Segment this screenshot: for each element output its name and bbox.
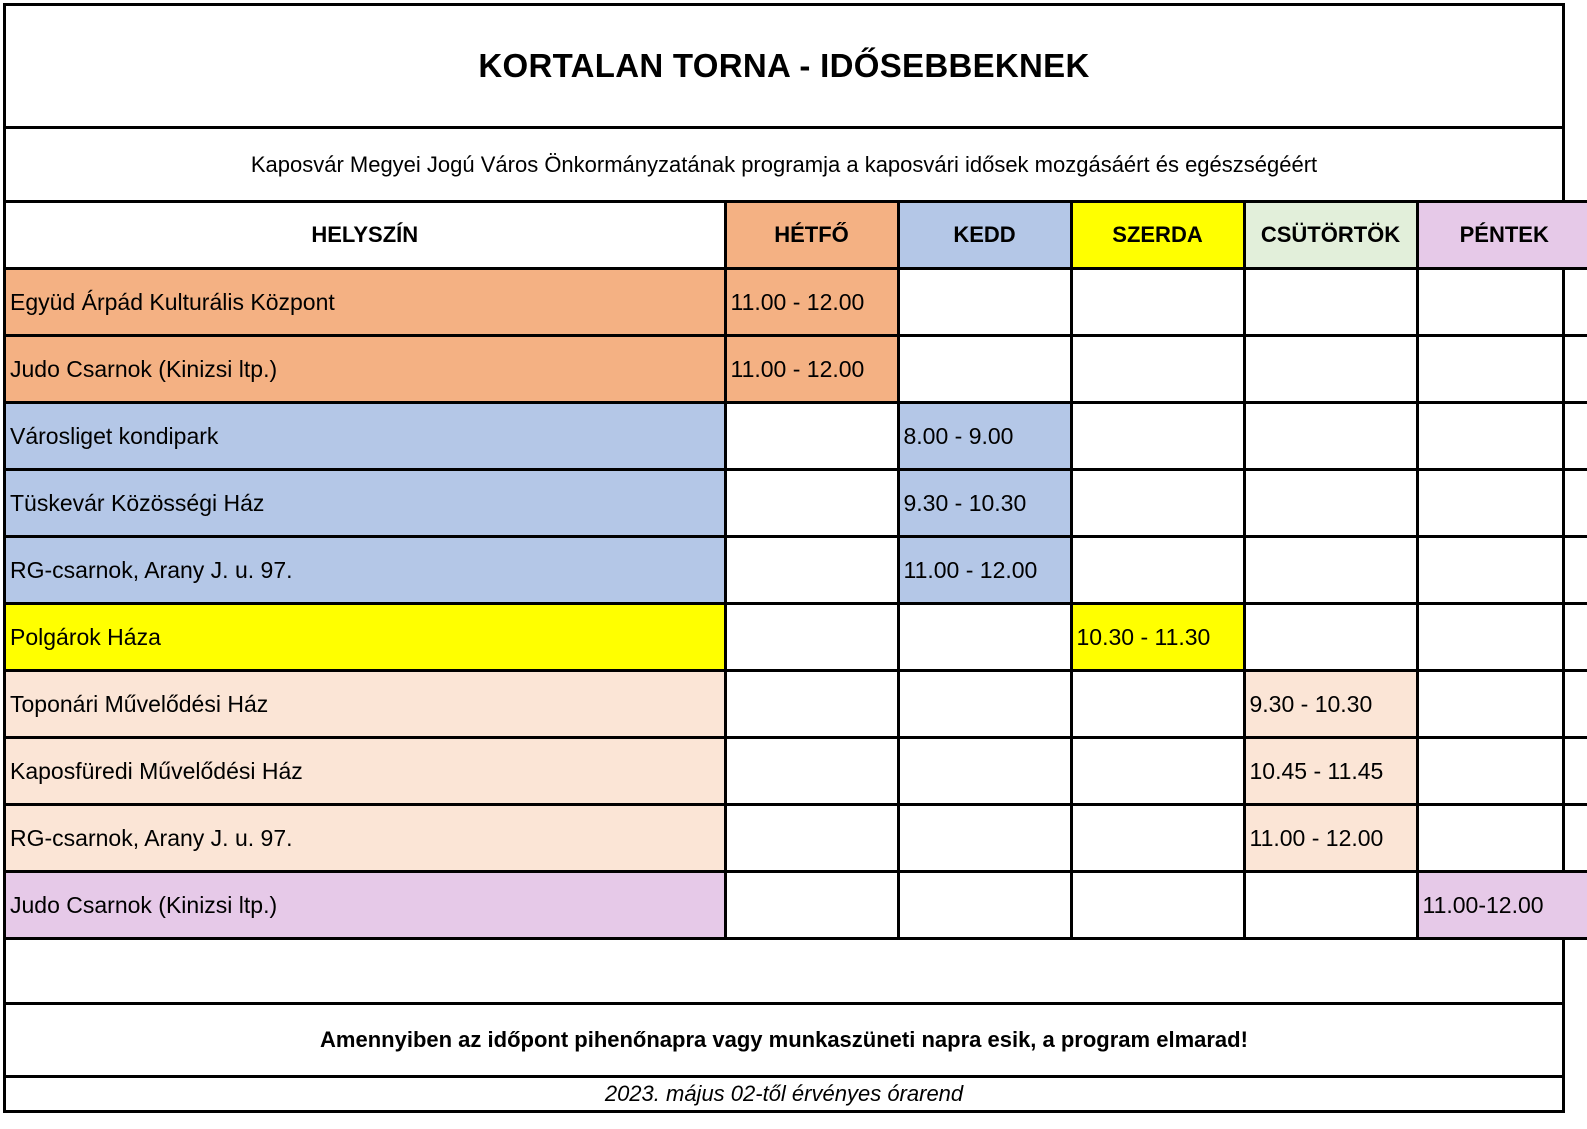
- time-cell: [725, 671, 898, 738]
- location-cell: Toponári Művelődési Ház: [6, 671, 725, 738]
- time-cell: 11.00 - 12.00: [725, 336, 898, 403]
- time-cell: [725, 470, 898, 537]
- time-cell: 10.30 - 11.30: [1071, 604, 1244, 671]
- time-cell: [1071, 671, 1244, 738]
- table-row: [6, 537, 1587, 604]
- time-cell: [898, 671, 1071, 738]
- time-cell: [1071, 738, 1244, 805]
- time-cell: 11.00-12.00: [1417, 872, 1587, 939]
- time-cell: [725, 403, 898, 470]
- header-day-tuesday: KEDD: [898, 202, 1071, 269]
- location-cell: Tüskevár Közösségi Ház: [6, 470, 725, 537]
- table-row: [6, 403, 1587, 470]
- cancellation-notice: Amennyiben az időpont pihenőnapra vagy munkaszüneti napra esik, a program elmarad!: [6, 1002, 1562, 1075]
- location-cell: Judo Csarnok (Kinizsi ltp.): [6, 336, 725, 403]
- location-cell: RG-csarnok, Arany J. u. 97.: [6, 537, 725, 604]
- time-cell: [1071, 537, 1244, 604]
- time-cell: [1417, 671, 1587, 738]
- time-cell: [1417, 537, 1587, 604]
- time-cell: [725, 805, 898, 872]
- location-cell: RG-csarnok, Arany J. u. 97.: [6, 805, 725, 872]
- time-cell: [1071, 336, 1244, 403]
- time-cell: [898, 604, 1071, 671]
- header-day-thursday: CSÜTÖRTÖK: [1244, 202, 1417, 269]
- table-row: [6, 269, 1587, 336]
- table-row: [6, 470, 1587, 537]
- time-cell: [1417, 805, 1587, 872]
- time-cell: [1244, 403, 1417, 470]
- time-cell: [898, 336, 1071, 403]
- time-cell: 11.00 - 12.00: [898, 537, 1071, 604]
- time-cell: 9.30 - 10.30: [898, 470, 1071, 537]
- table-row: [6, 738, 1587, 805]
- time-cell: [725, 872, 898, 939]
- location-cell: Judo Csarnok (Kinizsi ltp.): [6, 872, 725, 939]
- time-cell: [898, 738, 1071, 805]
- time-cell: [1244, 537, 1417, 604]
- table-row: [6, 336, 1587, 403]
- time-cell: [1417, 403, 1587, 470]
- validity-footer: 2023. május 02-től érvényes órarend: [6, 1075, 1562, 1110]
- page-title: KORTALAN TORNA - IDŐSEBBEKNEK: [478, 47, 1090, 84]
- header-day-monday: HÉTFŐ: [725, 202, 898, 269]
- time-cell: [1071, 805, 1244, 872]
- time-cell: [1071, 470, 1244, 537]
- time-cell: [898, 872, 1071, 939]
- header-location: HELYSZÍN: [6, 202, 725, 269]
- time-cell: [725, 604, 898, 671]
- time-cell: [725, 738, 898, 805]
- location-cell: Kaposfüredi Művelődési Ház: [6, 738, 725, 805]
- time-cell: [1244, 604, 1417, 671]
- time-cell: [1071, 403, 1244, 470]
- time-cell: 9.30 - 10.30: [1244, 671, 1417, 738]
- time-cell: [898, 805, 1071, 872]
- time-cell: 11.00 - 12.00: [1244, 805, 1417, 872]
- time-cell: [898, 269, 1071, 336]
- header-day-wednesday: SZERDA: [1071, 202, 1244, 269]
- time-cell: [1244, 470, 1417, 537]
- time-cell: [1417, 738, 1587, 805]
- time-cell: [1071, 872, 1244, 939]
- time-cell: [1244, 336, 1417, 403]
- table-row: [6, 872, 1587, 939]
- table-row: [6, 671, 1587, 738]
- page-subtitle: Kaposvár Megyei Jogú Város Önkormányzatának programja a kaposvári idősek mozgásáért és egészségéért: [6, 126, 1562, 200]
- table-row: [6, 604, 1587, 671]
- schedule-sheet: [3, 3, 1565, 1113]
- time-cell: [1417, 604, 1587, 671]
- time-cell: [725, 537, 898, 604]
- header-row: [6, 202, 1587, 269]
- schedule-body: [6, 269, 1587, 939]
- schedule-table: [6, 200, 1587, 940]
- table-row: [6, 805, 1587, 872]
- location-cell: Polgárok Háza: [6, 604, 725, 671]
- time-cell: 11.00 - 12.00: [725, 269, 898, 336]
- location-cell: Együd Árpád Kulturális Központ: [6, 269, 725, 336]
- time-cell: [1244, 872, 1417, 939]
- time-cell: [1244, 269, 1417, 336]
- time-cell: 8.00 - 9.00: [898, 403, 1071, 470]
- time-cell: [1417, 269, 1587, 336]
- time-cell: [1071, 269, 1244, 336]
- header-day-friday: PÉNTEK: [1417, 202, 1587, 269]
- time-cell: [1417, 470, 1587, 537]
- time-cell: 10.45 - 11.45: [1244, 738, 1417, 805]
- time-cell: [1417, 336, 1587, 403]
- location-cell: Városliget kondipark: [6, 403, 725, 470]
